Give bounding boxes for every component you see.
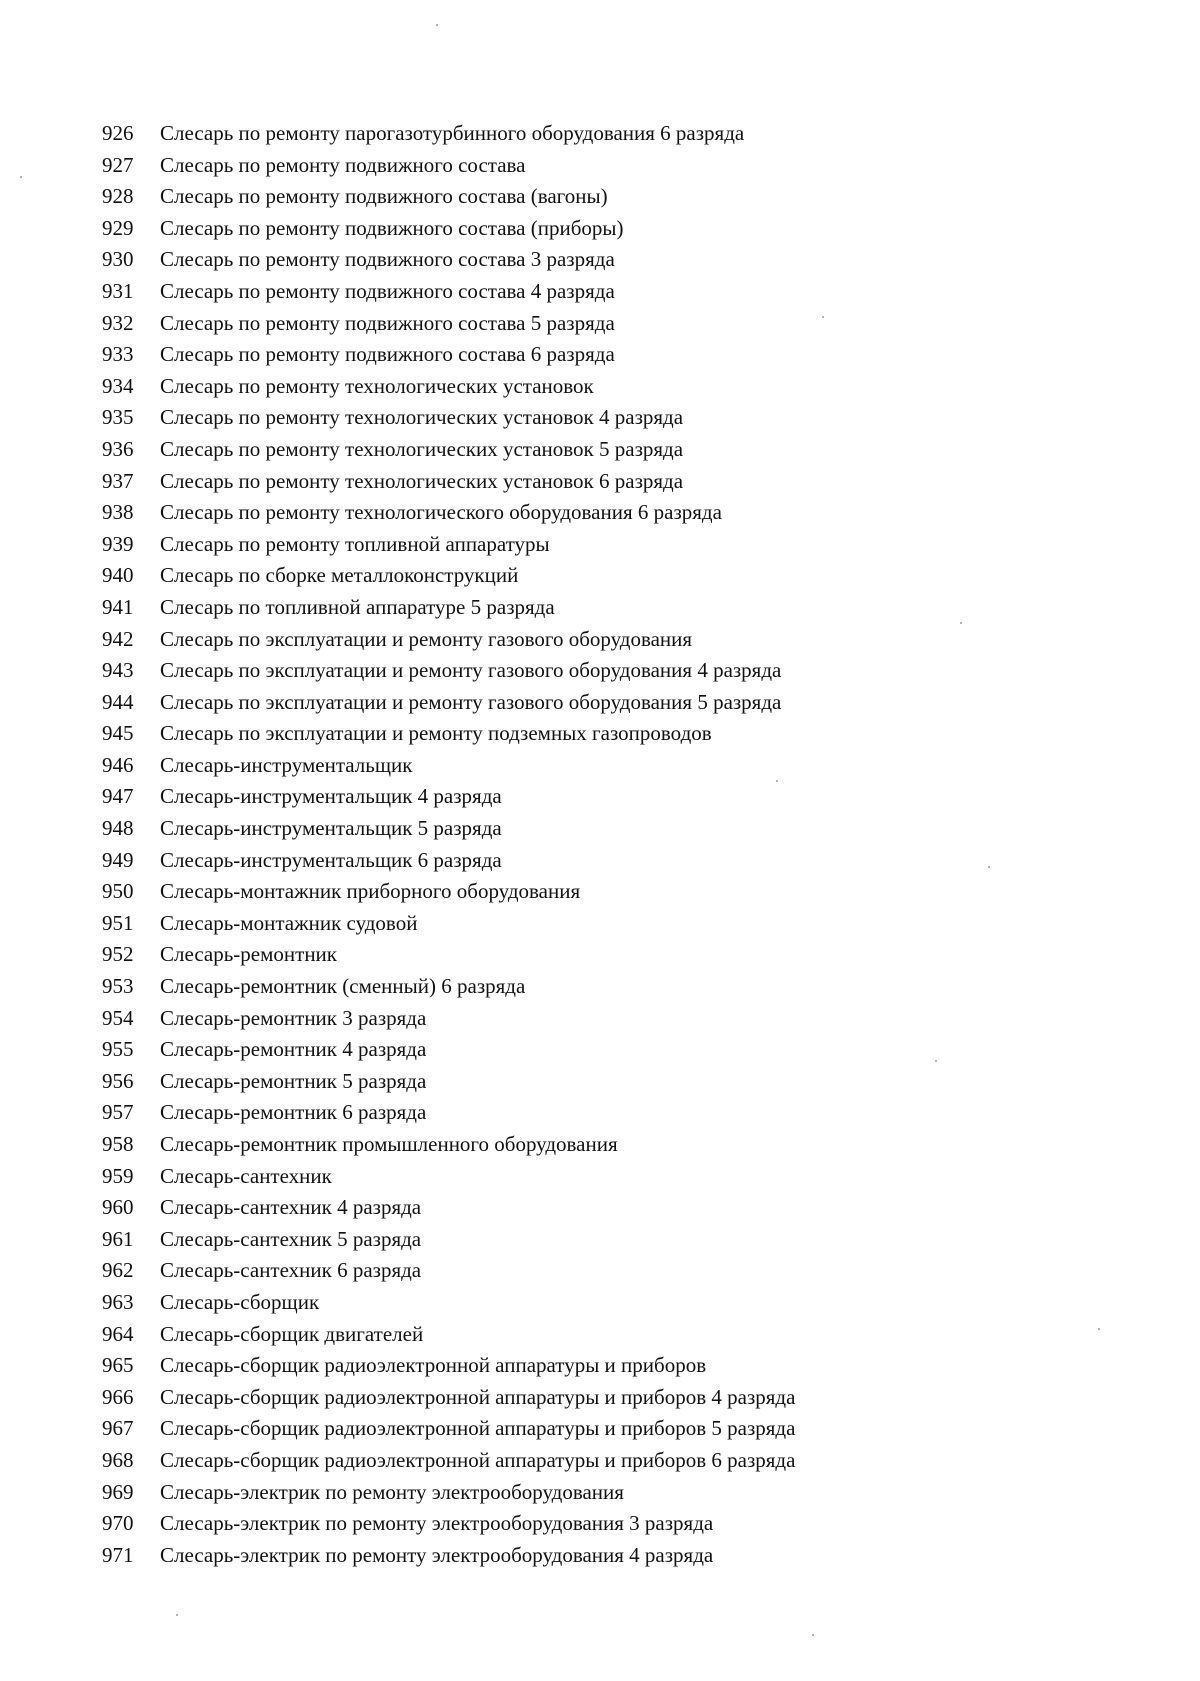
item-title: Слесарь-инструментальщик: [160, 752, 413, 777]
item-title: Слесарь-сборщик радиоэлектронной аппаратуры и приборов 4 разряда: [160, 1384, 796, 1409]
scan-speck: [1098, 1328, 1100, 1330]
item-number: 928: [102, 184, 134, 209]
scan-speck: [988, 866, 990, 868]
list-item: [102, 1192, 795, 1224]
list-item: [102, 118, 795, 150]
item-title: Слесарь по ремонту технологических установок 5 разряда: [160, 436, 684, 461]
list-item: [102, 1445, 795, 1477]
list-item: [102, 750, 795, 782]
item-title: Слесарь по ремонту технологических установок: [160, 373, 594, 398]
list-item: [102, 1066, 795, 1098]
item-title: Слесарь по ремонту подвижного состава 5 разряда: [160, 310, 615, 335]
item-number: 945: [102, 721, 134, 746]
list-item: [102, 813, 795, 845]
list-item: [102, 1508, 795, 1540]
item-title: Слесарь по ремонту технологических установок 6 разряда: [160, 468, 684, 493]
list-item: [102, 908, 795, 940]
item-title: Слесарь по эксплуатации и ремонту подземных газопроводов: [160, 721, 712, 746]
item-title: Слесарь-сборщик радиоэлектронной аппаратуры и приборов 6 разряда: [160, 1447, 796, 1472]
list-item: [102, 466, 795, 498]
item-title: Слесарь по ремонту подвижного состава 3 разряда: [160, 247, 615, 272]
item-number: 930: [102, 247, 134, 272]
item-number: 933: [102, 342, 134, 367]
list-item: [102, 244, 795, 276]
item-number: 964: [102, 1321, 134, 1346]
list-item: [102, 1161, 795, 1193]
item-number: 941: [102, 594, 134, 619]
item-title: Слесарь-ремонтник (сменный) 6 разряда: [160, 974, 526, 999]
item-number: 926: [102, 121, 134, 145]
list-item: [102, 624, 795, 656]
list-item: [102, 592, 795, 624]
list-item: [102, 339, 795, 371]
item-number: 950: [102, 879, 134, 904]
item-title: Слесарь-ремонтник 4 разряда: [160, 1037, 427, 1062]
item-number: 927: [102, 152, 134, 177]
item-number: 943: [102, 658, 134, 683]
item-title: Слесарь по ремонту технологических установок 4 разряда: [160, 405, 684, 430]
list-item: [102, 1255, 795, 1287]
item-number: 947: [102, 784, 134, 809]
item-title: Слесарь-сборщик двигателей: [160, 1321, 424, 1346]
item-title: Слесарь-ремонтник: [160, 942, 338, 967]
item-number: 961: [102, 1226, 134, 1251]
item-title: Слесарь-электрик по ремонту электрооборудования 3 разряда: [160, 1511, 714, 1536]
list-item: [102, 497, 795, 529]
list-item: [102, 1350, 795, 1382]
item-title: Слесарь-инструментальщик 5 разряда: [160, 816, 502, 841]
item-title: Слесарь по эксплуатации и ремонту газового оборудования 4 разряда: [160, 658, 782, 683]
item-number: 955: [102, 1037, 134, 1062]
list-item: [102, 1319, 795, 1351]
list-item: [102, 308, 795, 340]
item-number: 971: [102, 1542, 134, 1567]
item-number: 944: [102, 689, 134, 714]
item-title: Слесарь по ремонту подвижного состава 4 разряда: [160, 278, 615, 303]
list-item: [102, 434, 795, 466]
item-title: Слесарь-сборщик радиоэлектронной аппаратуры и приборов 5 разряда: [160, 1416, 796, 1441]
item-number: 931: [102, 278, 134, 303]
item-title: Слесарь-монтажник судовой: [160, 910, 418, 935]
item-title: Слесарь-ремонтник 5 разряда: [160, 1068, 427, 1093]
list-item: [102, 1003, 795, 1035]
item-number: 960: [102, 1195, 134, 1220]
item-number: 942: [102, 626, 134, 651]
list-item: [102, 1382, 795, 1414]
item-number: 967: [102, 1416, 134, 1441]
scan-speck: [20, 176, 22, 178]
list-item: [102, 718, 795, 750]
item-title: Слесарь-сборщик радиоэлектронной аппаратуры и приборов: [160, 1353, 707, 1378]
item-number: 948: [102, 816, 134, 841]
list-item: [102, 1034, 795, 1066]
list-item: [102, 402, 795, 434]
list-item: [102, 560, 795, 592]
list-item: [102, 1129, 795, 1161]
item-title: Слесарь по ремонту подвижного состава (вагоны): [160, 184, 608, 209]
list-item: [102, 181, 795, 213]
list-item: [102, 1477, 795, 1509]
item-number: 952: [102, 942, 134, 967]
item-number: 936: [102, 436, 134, 461]
item-number: 956: [102, 1068, 134, 1093]
item-number: 969: [102, 1479, 134, 1504]
item-title: Слесарь-монтажник приборного оборудования: [160, 879, 581, 904]
item-title: Слесарь-электрик по ремонту электрооборудования: [160, 1479, 624, 1504]
list-item: [102, 1097, 795, 1129]
item-number: 959: [102, 1163, 134, 1188]
item-number: 932: [102, 310, 134, 335]
list-item: [102, 1540, 795, 1572]
item-title: Слесарь по ремонту технологического оборудования 6 разряда: [160, 500, 722, 525]
item-title: Слесарь-ремонтник 6 разряда: [160, 1100, 427, 1125]
list-item: [102, 276, 795, 308]
list-item: [102, 1413, 795, 1445]
list-item: [102, 655, 795, 687]
scan-speck: [822, 316, 824, 318]
item-title: Слесарь по сборке металлоконструкций: [160, 563, 519, 588]
item-title: Слесарь по эксплуатации и ремонту газового оборудования: [160, 626, 693, 651]
scan-speck: [960, 622, 962, 624]
item-number: 970: [102, 1511, 134, 1536]
item-title: Слесарь-сборщик: [160, 1289, 320, 1314]
list-item: [102, 939, 795, 971]
scan-speck: [776, 780, 778, 782]
list-item: [102, 971, 795, 1003]
item-number: 934: [102, 373, 134, 398]
list-item: [102, 213, 795, 245]
item-number: 940: [102, 563, 134, 588]
item-number: 929: [102, 215, 134, 240]
item-title: Слесарь по эксплуатации и ремонту газового оборудования 5 разряда: [160, 689, 782, 714]
item-number: 946: [102, 752, 134, 777]
item-title: Слесарь по ремонту парогазотурбинного оборудования 6 разряда: [160, 121, 745, 145]
item-title: Слесарь-сантехник 4 разряда: [160, 1195, 422, 1220]
list-item: [102, 876, 795, 908]
item-number: 963: [102, 1289, 134, 1314]
item-number: 957: [102, 1100, 134, 1125]
list-item: [102, 687, 795, 719]
scan-speck: [436, 24, 438, 26]
item-number: 938: [102, 500, 134, 525]
item-title: Слесарь по ремонту подвижного состава: [160, 152, 526, 177]
item-number: 953: [102, 974, 134, 999]
item-number: 935: [102, 405, 134, 430]
item-number: 951: [102, 910, 134, 935]
item-title: Слесарь-инструментальщик 4 разряда: [160, 784, 502, 809]
item-title: Слесарь-сантехник: [160, 1163, 332, 1188]
item-title: Слесарь-ремонтник 3 разряда: [160, 1005, 427, 1030]
item-number: 965: [102, 1353, 134, 1378]
list-item: [102, 150, 795, 182]
item-number: 962: [102, 1258, 134, 1283]
item-number: 954: [102, 1005, 134, 1030]
profession-list: [102, 118, 795, 1571]
item-title: Слесарь по ремонту топливной аппаратуры: [160, 531, 550, 556]
item-number: 937: [102, 468, 134, 493]
item-number: 966: [102, 1384, 134, 1409]
list-item: [102, 371, 795, 403]
item-number: 949: [102, 847, 134, 872]
item-number: 958: [102, 1132, 134, 1156]
item-title: Слесарь-электрик по ремонту электрооборудования 4 разряда: [160, 1542, 714, 1567]
item-title: Слесарь по ремонту подвижного состава 6 разряда: [160, 342, 615, 367]
item-title: Слесарь по ремонту подвижного состава (приборы): [160, 215, 624, 240]
list-item: [102, 529, 795, 561]
scan-speck: [812, 1634, 814, 1636]
item-title: Слесарь-ремонтник промышленного оборудования: [160, 1132, 618, 1156]
list-item: [102, 781, 795, 813]
item-title: Слесарь по топливной аппаратуре 5 разряда: [160, 594, 555, 619]
item-number: 968: [102, 1447, 134, 1472]
list-item: [102, 1287, 795, 1319]
scan-speck: [176, 1614, 178, 1616]
list-item: [102, 1224, 795, 1256]
item-title: Слесарь-сантехник 6 разряда: [160, 1258, 422, 1283]
list-item: [102, 845, 795, 877]
item-title: Слесарь-сантехник 5 разряда: [160, 1226, 422, 1251]
scan-speck: [935, 1060, 937, 1062]
item-title: Слесарь-инструментальщик 6 разряда: [160, 847, 502, 872]
item-number: 939: [102, 531, 134, 556]
